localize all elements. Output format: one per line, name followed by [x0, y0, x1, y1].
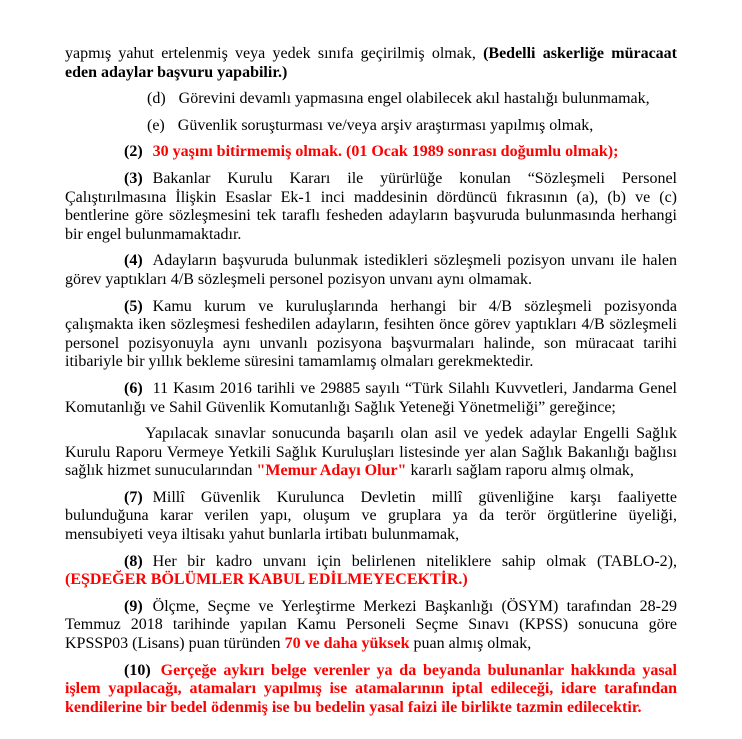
clause-4-text: Adayların başvuruda bulunmak istedikleri sözleşmeli pozisyon unvanı ile halen görev yaptıkları 4/B sözleşmeli personel pozisyon unvanı aynı olmamak. — [65, 252, 677, 288]
clause-3 — [65, 170, 677, 244]
clause-4-marker: (4) — [124, 252, 143, 270]
clause-6-text: 11 Kasım 2016 tarihli ve 29885 sayılı “Türk Silahlı Kuvvetleri, Jandarma Genel Komutanlığı ve Sahil Güvenlik Komutanlığı Sağlık Yeteneği Yönetmeliği” gereğince; — [65, 379, 677, 416]
clause-8-red-text: (EŞDEĞER BÖLÜMLER KABUL EDİLMEYECEKTİR.) — [65, 571, 468, 589]
health-report-tail: kararlı sağlam raporu almış olmak, — [406, 462, 634, 480]
clause-10-red-text: Gerçeğe aykırı belge verenler ya da beyanda bulunanlar hakkında yasal işlem yapılacağı, atamaları yapılmış ise atamalarının iptal edileceği, idare tarafından kendilerine bir bedel ödenmiş ise bu bedelin yasal faizi ile birlikte tazmin edilecektir. — [65, 661, 677, 716]
clause-10-marker: (10) — [124, 661, 151, 679]
clause-7 — [65, 489, 677, 545]
health-report-lead: Yapılacak sınavlar sonucunda başarılı olan asil ve yedek adaylar Engelli Sağlık Kurulu Raporu Vermeye Yetkili Sağlık Kuruluşları listesinde yer alan Sağlık Bakanlığı bağlısı sağlık hizmet sunucularından — [65, 425, 677, 480]
clause-2 — [65, 143, 677, 162]
clause-5 — [65, 298, 677, 372]
intro-text: yapmış yahut ertelenmiş veya yedek sınıfa geçirilmiş olmak, — [65, 45, 484, 62]
clause-4 — [65, 252, 677, 289]
clause-5-text: Kamu kurum ve kuruluşlarında herhangi bir 4/B sözleşmeli pozisyonda çalışmakta iken sözleşmesi feshedilen adayların, fesihten önce görev yaptıkları 4/B sözleşmeli personel pozisyonuyla aynı unvanlı pozisyona başvurmaları halinde, son müracaat tarihi itibariyle bir yıllık bekleme süresini tamamlamış olmaları gerekmektedir. — [65, 297, 677, 371]
clause-10 — [65, 662, 677, 718]
paragraph-intro — [65, 45, 677, 82]
clause-9 — [65, 598, 677, 654]
clause-9-red-text: 70 ve daha yüksek — [284, 635, 410, 653]
clause-6 — [65, 380, 677, 417]
clause-2-marker: (2) — [124, 143, 143, 161]
clause-8-marker: (8) — [124, 552, 143, 570]
clause-8 — [65, 553, 677, 590]
clause-3-text: Bakanlar Kurulu Kararı ile yürürlüğe konulan “Sözleşmeli Personel Çalıştırılmasına İlişkin Esaslar Ek-1 inci maddesinin dördüncü fıkrasının (a), (b) ve (c) bentlerine göre sözleşmesini tek taraflı fesheden adayların başvuruda bulunmasında herhangi bir engel bulunmamaktadır. — [65, 169, 677, 243]
clause-9-lead: Ölçme, Seçme ve Yerleştirme Merkezi Başkanlığı (ÖSYM) tarafından 28-29 Temmuz 2018 tarihinde yapılan Kamu Personeli Seçme Sınavı (KPSS) sonucuna göre KPSSP03 (Lisans) puan türünden — [65, 597, 677, 653]
clause-d-text: Görevini devamlı yapmasına engel olabilecek akıl hastalığı bulunmamak, — [178, 90, 650, 108]
clause-d — [65, 90, 677, 109]
clause-7-text: Millî Güvenlik Kurulunca Devletin millî güvenliğine karşı faaliyette bulunduğuna karar verilen yapı, oluşum ve gruplara ya da terör örgütlerine üyeliği, mensubiyeti veya iltisakı yahut bunlarla irtibatı bulunmamak, — [65, 488, 677, 544]
clause-7-marker: (7) — [124, 488, 143, 506]
clause-3-marker: (3) — [124, 169, 143, 187]
clause-e-marker: (e) — [147, 116, 165, 134]
clause-e — [65, 117, 677, 136]
clause-8-text: Her bir kadro unvanı için belirlenen niteliklere sahip olmak (TABLO-2), — [152, 552, 677, 570]
clause-5-marker: (5) — [124, 297, 143, 315]
health-report-red-text: "Memur Adayı Olur" — [256, 462, 407, 480]
clause-9-tail: puan almış olmak, — [409, 635, 532, 653]
intro-bold-note: (Bedelli askerliğe müracaat eden adaylar başvuru yapabilir.) — [65, 45, 678, 81]
clause-6-marker: (6) — [124, 379, 143, 397]
clause-2-red-text: 30 yaşını bitirmemiş olmak. (01 Ocak 1989 sonrası doğumlu olmak); — [152, 143, 619, 161]
clause-e-text: Güvenlik soruşturması ve/veya arşiv araştırması yapılmış olmak, — [177, 116, 594, 134]
clause-d-marker: (d) — [147, 90, 166, 108]
paragraph-health-report — [65, 425, 677, 481]
clause-9-marker: (9) — [124, 597, 143, 615]
